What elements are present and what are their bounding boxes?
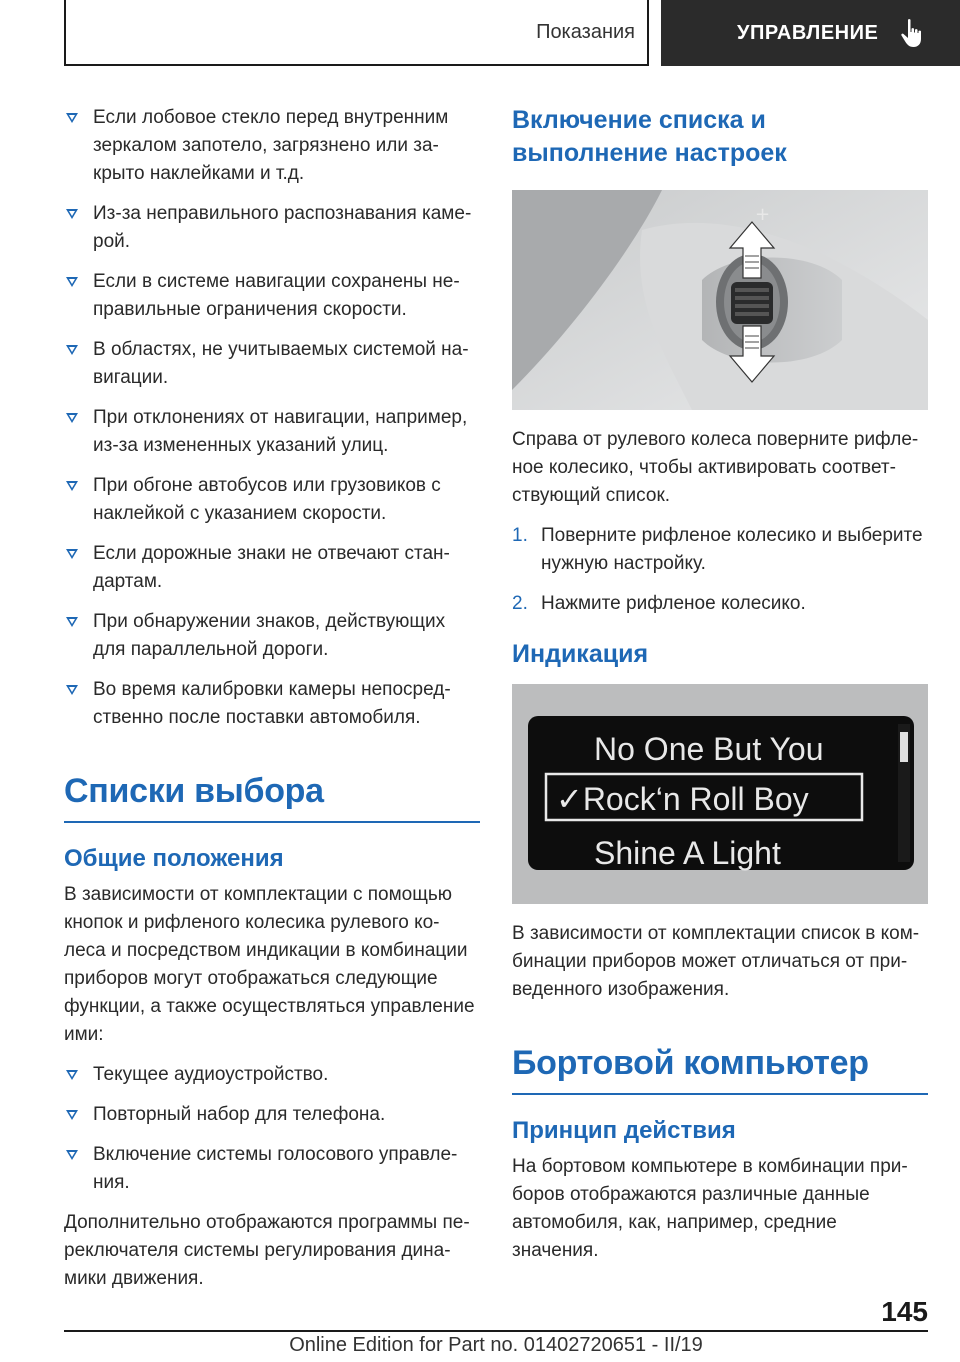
display-item-2-selected: ✓Rock‘n Roll Boy [556,781,809,817]
list-item: 1. Поверните рифленое колесико и выберите нужную настройку. [512,525,923,574]
subheading-activate-list: Включение списка и выполнение настроек [512,106,787,167]
bullet-triangle-icon [66,1150,78,1160]
paragraph-onboard-computer: На бортовом компьютере в комбинации при-боров отображаются различные данные автомобиля, как, например, средние значения. [512,1156,908,1261]
display-item-3: Shine A Light [594,835,781,871]
page-number: 145 [881,1296,928,1327]
list-item: Повторный набор для телефона. [64,1101,480,1129]
svg-text:+: + [755,204,771,225]
footer-edition: Online Edition for Part no. 01402720651 - II/19 [289,1334,703,1356]
bullet-triangle-icon [66,113,78,123]
bullet-triangle-icon [66,413,78,423]
steering-wheel-thumbwheel-image [512,190,928,410]
paragraph-display-note: В зависимости от комплектации список в ком-бинации приборов может отличаться от при-веденного изображения. [512,923,920,1000]
list-item: Если в системе навигации сохранены не-правильные ограничения скорости. [64,268,480,324]
subheading-general: Общие положения [64,845,284,872]
list-item: При обнаружении знаков, действующих для параллельной дороги. [64,608,480,664]
list-item: Текущее аудиоустройство. [64,1061,480,1089]
list-item: При обгоне автобусов или грузовиков с наклейкой с указанием скорости. [64,472,480,528]
subheading-principle: Принцип действия [512,1117,736,1144]
bullet-triangle-icon [66,345,78,355]
subheading-display: Индикация [512,640,649,668]
list-item: Из-за неправильного распознавания каме-рой. [64,200,480,256]
bullet-triangle-icon [66,1110,78,1120]
bullet-triangle-icon [66,1070,78,1080]
bullet-triangle-icon [66,617,78,627]
steps-list [512,522,928,618]
list-item: В областях, не учитываемых системой на-вигации. [64,336,480,392]
left-column [64,104,480,1305]
instrument-display-list-image [512,684,928,904]
header-section-tab [64,0,649,66]
bullet-triangle-icon [66,277,78,287]
header-section-title: Показания [536,20,635,43]
conditions-list [64,104,480,732]
right-column [512,104,928,1277]
bullet-triangle-icon [66,209,78,219]
list-item: При отклонениях от навигации, например, из-за измененных указаний улиц. [64,404,480,460]
footer-divider [64,1330,928,1332]
list-item: 2. Нажмите рифленое колесико. [512,593,806,614]
bullet-triangle-icon [66,481,78,491]
header-chapter-title: УПРАВЛЕНИЕ [737,21,879,44]
bullet-triangle-icon [66,549,78,559]
hand-pointer-icon [900,18,926,48]
list-item: Включение системы голосового управле-ния. [64,1141,480,1197]
list-item: Во время калибровки камеры непосред-ственно после поставки автомобиля. [64,676,480,732]
header-chapter-tab [661,0,960,66]
functions-list [64,1061,480,1197]
list-item: Если дорожные знаки не отвечают стан-дартам. [64,540,480,596]
section-heading-onboard-computer: Бортовой компьютер [512,1044,928,1095]
list-item: Если лобовое стекло перед внутренним зеркалом запотело, загрязнено или за-крыто наклейками и т.д. [64,104,480,188]
section-heading-selection-lists: Списки выбора [64,772,480,823]
intro-paragraph: В зависимости от комплектации с помощью кнопок и рифленого колесика рулевого ко-леса и посредством индикации в комбинации приборов могут отображаться следующие функции, а также осуществляться управление ими: [64,884,475,1045]
outro-paragraph: Дополнительно отображаются программы пе-реключателя системы регулирования дина-мики движения. [64,1212,470,1289]
bullet-triangle-icon [66,685,78,695]
display-item-1: No One But You [594,731,824,767]
paragraph-rotate-wheel: Справа от рулевого колеса поверните рифле-ное колесико, чтобы активировать соответ-ствующий список. [512,429,919,506]
